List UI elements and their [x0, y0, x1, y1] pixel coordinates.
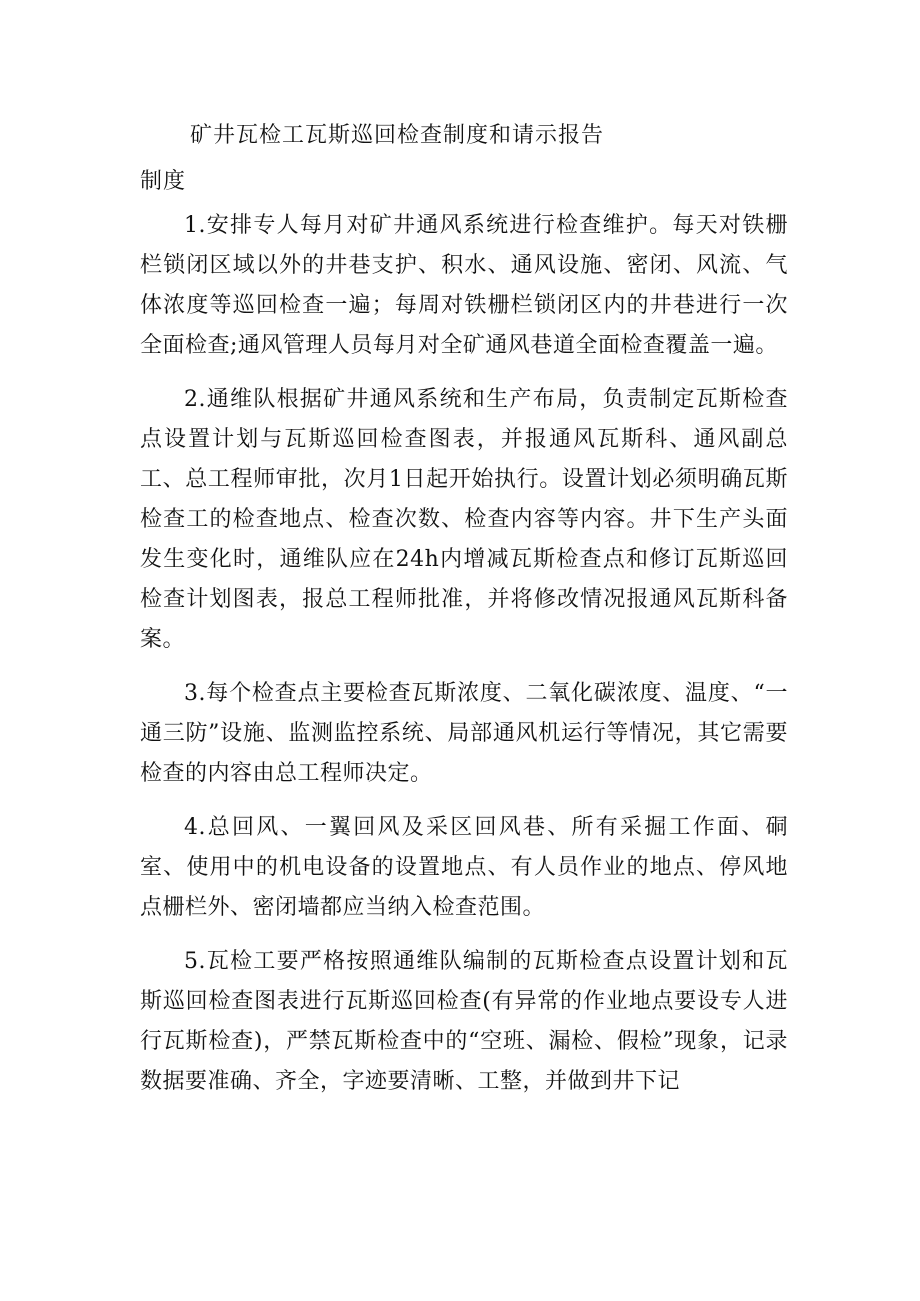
paragraph-4: 4.总回风、一翼回风及采区回风巷、所有采掘工作面、硐室、使用中的机电设备的设置地点、有人员作业的地点、停风地点栅栏外、密闭墙都应当纳入检查范围。 [140, 815, 788, 920]
paragraph-5: 5.瓦检工要严格按照通维队编制的瓦斯检查点设置计划和瓦斯巡回检查图表进行瓦斯巡回检查(有异常的作业地点要设专人进行瓦斯检查)，严禁瓦斯检查中的“空班、漏检、假检”现象，记录数据要准确、齐全，字迹要清晰、工整，并做到井下记 [140, 949, 788, 1094]
paragraph-2: 2.通维队根据矿井通风系统和生产布局，负责制定瓦斯检查点设置计划与瓦斯巡回检查图表，并报通风瓦斯科、通风副总工、总工程师审批，次月1日起开始执行。设置计划必须明确瓦斯检查工的检查地点、检查次数、检查内容等内容。井下生产头面发生变化时，通维队应在24h内增减瓦斯检查点和修订瓦斯巡回检查计划图表，报总工程师批准，并将修改情况报通风瓦斯科备案。 [140, 387, 788, 652]
document-body [140, 206, 788, 1116]
document-title: 矿井瓦检工瓦斯巡回检查制度和请示报告 [190, 123, 605, 148]
section-label: 制度 [140, 169, 187, 194]
paragraph-3: 3.每个检查点主要检查瓦斯浓度、二氧化碳浓度、温度、“一通三防”设施、监测监控系统、局部通风机运行等情况，其它需要检查的内容由总工程师决定。 [140, 681, 788, 786]
paragraph-1: 1.安排专人每月对矿井通风系统进行检查维护。每天对铁栅栏锁闭区域以外的井巷支护、积水、通风设施、密闭、风流、气体浓度等巡回检查一遍；每周对铁栅栏锁闭区内的井巷进行一次全面检查;通风管理人员每月对全矿通风巷道全面检查覆盖一遍。 [140, 213, 788, 358]
